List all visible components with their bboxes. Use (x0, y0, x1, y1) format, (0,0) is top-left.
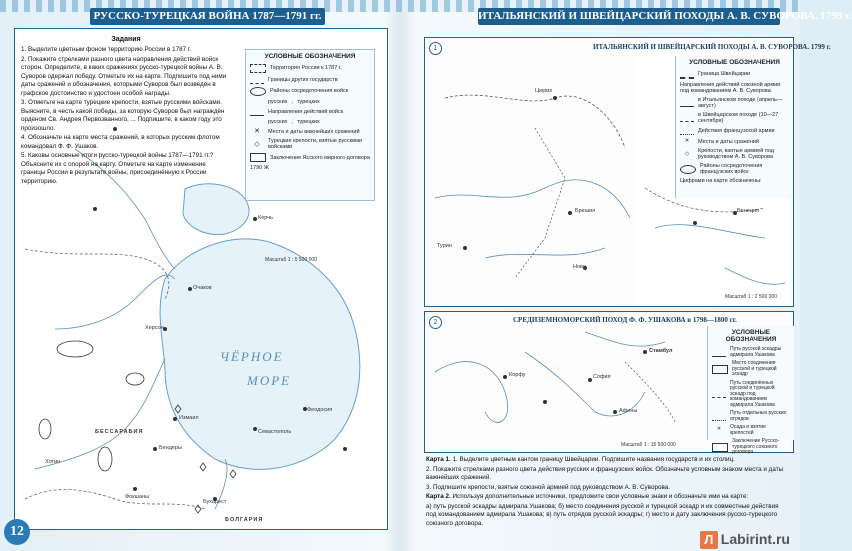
right-page-header: ИТАЛЬЯНСКИЙ И ШВЕЙЦАРСКИЙ ПОХОДЫ А. В. СУВОРОВА. 1799 г. (478, 8, 780, 25)
legend-item: ◇ Турецкие крепости, взятые русскими войсками (250, 138, 370, 150)
legend-item: Путь русской эскадры адмирала Ушакова (712, 347, 790, 358)
town-label: Турин (437, 243, 452, 249)
town-label: Хотин (45, 459, 61, 465)
fortress-icon: ◇ (254, 140, 260, 148)
direction-swatch (250, 108, 264, 116)
legend-item: в Итальянском походе (апрель—август) (680, 97, 789, 109)
legend-item: Действия французской армии (680, 127, 789, 135)
task-item: 4. Обозначьте на карте места сражений, в которых русским флотом командовал Ф. Ф. Ушаков. (21, 134, 220, 150)
map2-panel (424, 311, 794, 453)
right-tasks (426, 456, 790, 529)
territory-swatch (250, 64, 266, 73)
map-scale: Масштаб 1 : 2 500 000 (725, 294, 777, 300)
town-label: Цюрих (535, 88, 553, 94)
legend-item: Заключение Русско-турецкого союзного договора (712, 439, 790, 456)
battle-icon: ✕ (254, 128, 260, 136)
watermark: Л Labirint.ru (700, 531, 790, 549)
map-scale: Масштаб 1 : 15 500 000 (621, 442, 676, 448)
legend-item: Границы других государств (250, 76, 370, 84)
town-label: Бухарест (203, 499, 227, 505)
region-label: БЕССАРАБИЯ (95, 429, 144, 435)
town-label: Венеция (737, 208, 760, 214)
route-swatch (712, 349, 726, 357)
task-item: 1. Выделите цветным фоном территорию России в 1787 г. (21, 46, 192, 54)
map1-panel (424, 37, 831, 307)
sea-label: МОРЕ (247, 373, 292, 388)
concentration-swatch (680, 165, 696, 174)
legend-title: УСЛОВНЫЕ ОБОЗНАЧЕНИЯ (725, 329, 777, 343)
town-label: Нови (573, 264, 587, 270)
left-map-panel (14, 28, 388, 530)
legend-item: Путь соединённых русской и турецкой эскадр под командованием адмирала Ушакова (712, 381, 790, 409)
town-label: Очаков (193, 285, 212, 291)
town-label: Херсон (145, 325, 164, 331)
map1-legend (675, 56, 793, 198)
legend-item: Место соединения русской и турецкой эскадр (712, 361, 790, 378)
treaty-swatch (712, 443, 728, 452)
route-swatch (712, 390, 726, 398)
map2-title: СРЕДИЗЕМНОМОРСКИЙ ПОХОД Ф. Ф. УШАКОВА в 1798—1800 гг. (513, 316, 737, 324)
legend-item: Направления действий союзной армии под командованием А. В. Суворова (680, 82, 781, 95)
legend-item: Районы сосредоточения войск (250, 87, 370, 96)
task-item: 3. Подпишите крепости, взятые союзной армией под руководством А. В. Суворова. (426, 483, 670, 491)
border-swatch (250, 76, 264, 84)
legend-title: УСЛОВНЫЕ ОБОЗНАЧЕНИЯ (689, 59, 780, 66)
arrow-swatch (680, 114, 694, 122)
map-scale: Масштаб 1 : 5 500 000 (265, 257, 317, 263)
sea-label: ЧЁРНОЕ (220, 349, 284, 364)
arrow-swatch (680, 127, 694, 135)
legend-item: ◇ Крепости, взятые армией под руководством А. В. Суворова (680, 148, 789, 160)
legend-item: ✕ Осада и взятие крепостей (712, 425, 790, 436)
left-map-legend (245, 49, 375, 201)
treaty-swatch (250, 153, 266, 162)
town-label: Фокшаны (125, 494, 150, 500)
task-item: Карта 2. Используя дополнительные источники, предложите свои условные знаки и обозначьте ими на карте: (426, 493, 749, 500)
task-item: 5. Каковы основные итоги русско-турецкой войны 1787—1791 гг.? Объясните их с опорой на карту. Отметьте на карте изменение границы России в результате войны, присоединённую к России территорию. (21, 152, 214, 185)
task-item: 2. Покажите стрелками разного цвета направления действий войск сторон. Определите, в каких сражениях русско-турецкой войны А. В. Суворов одержал победу. Отметьте их на карте. Подпишите под ними даты сражений и обозначения, которыми Суворов был возведён в графское достоинство и удостоен особой награды. (21, 55, 227, 97)
left-page-header: РУССКО-ТУРЕЦКАЯ ВОЙНА 1787—1791 гг. (90, 8, 325, 25)
concentration-swatch (250, 87, 266, 96)
town-label: Феодосия (307, 407, 333, 413)
town-label: Керчь (258, 215, 273, 221)
legend-item: русских , турецких (268, 99, 320, 105)
fortress-icon: ◇ (684, 150, 690, 157)
arrow-swatch (680, 99, 694, 107)
town-label: Брешия (575, 208, 596, 214)
legend-item: Заключение Ясского мирного договора (250, 153, 370, 162)
legend-year: 1790 Ж (250, 165, 269, 172)
legend-item: ✕ Места и даты сражений (680, 138, 789, 145)
legend-item: Территория России к 1787 г. (250, 64, 370, 73)
legend-item: Граница Швейцарии (680, 70, 789, 79)
page-number-left: 12 (4, 519, 30, 545)
legend-item: Направления действий войск (250, 108, 370, 116)
battle-icon: ✕ (684, 138, 690, 145)
legend-title: УСЛОВНЫЕ ОБОЗНАЧЕНИЯ (264, 53, 356, 60)
legend-item: русских , турецких (268, 119, 320, 126)
task-item: Карта 1. 1. Выделите цветным кантом границу Швейцарии. Подпишите названия государств и их столиц. (426, 456, 735, 463)
legend-item: в Швейцарском походе (10—27 сентября) (680, 112, 789, 124)
town-label: Афины (619, 408, 638, 414)
town-label: Корфу (509, 372, 526, 378)
junction-swatch (712, 365, 728, 374)
town-label: Стамбул (649, 348, 673, 354)
siege-icon: ✕ (716, 426, 722, 432)
map2-legend (707, 326, 794, 455)
town-label: Бендеры (159, 445, 182, 451)
town-label: Измаил (179, 415, 199, 421)
map1-number: 1 (429, 42, 442, 55)
region-label: БОЛГАРИЯ (225, 517, 264, 523)
tasks-title: Задания (111, 36, 141, 43)
left-tasks (21, 35, 231, 187)
legend-item: Путь отдельных русских отрядов (712, 411, 790, 422)
town-label: София (593, 374, 611, 380)
legend-item: Цифрами на карте обозначены: (680, 178, 762, 185)
town-label: Севастополь (258, 429, 292, 435)
labirint-logo-icon: Л (700, 531, 718, 549)
task-item: 3. Отметьте на карте турецкие крепости, взятые русскими войсками. Выясните, в честь какой победы, за которую Суворов был награждён орденом Св. Андрея Первозванного, ... Подпишите, в каком году это произошло. (21, 99, 225, 132)
route-swatch (712, 413, 726, 421)
legend-item: ✕ Места и даты важнейших сражений (250, 128, 370, 135)
map2-number: 2 (429, 316, 442, 329)
map1-title: ИТАЛЬЯНСКИЙ И ШВЕЙЦАРСКИЙ ПОХОДЫ А. В. СУВОРОВА. 1799 г. (593, 43, 831, 51)
border-swatch (680, 70, 694, 79)
legend-item: Районы сосредоточения французских войск (680, 163, 789, 175)
task-item: 2. Покажите стрелками разного цвета действия русских и французских войск. Обозначьте условным знаком места и даты важнейших сражений. (426, 465, 784, 481)
task-item: а) путь русской эскадры адмирала Ушакова; б) место соединения русской и турецкой эскадр и их совместные действия под командованием адмирала Ушакова; в) путь отрядов русской эскадры; г) место и дату заключения русско-турецкого союзного договора. (426, 502, 779, 527)
